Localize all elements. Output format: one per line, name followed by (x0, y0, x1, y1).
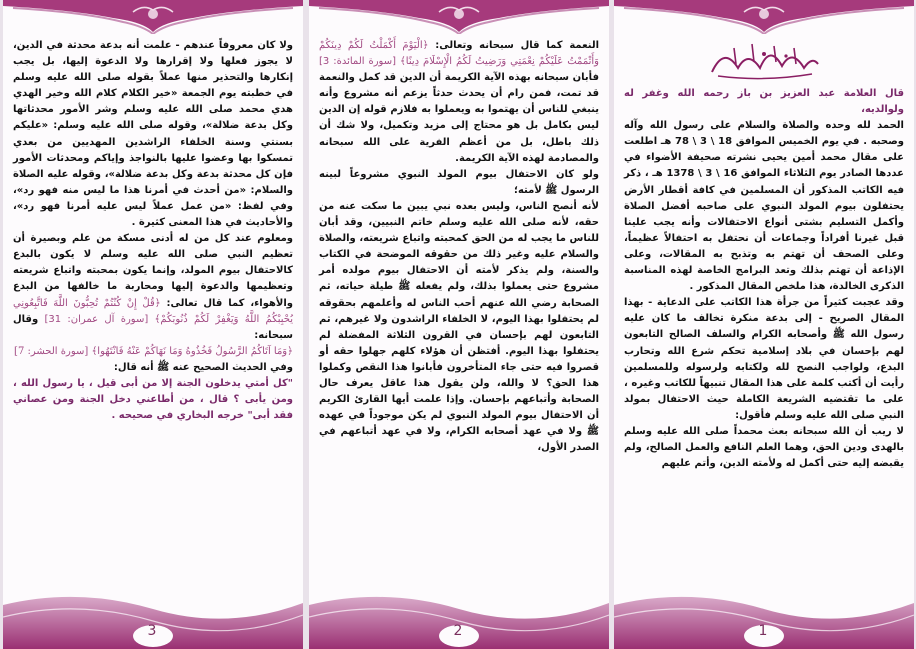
quran-verse: ﴿وَمَا آتَاكُمُ الرَّسُولُ فَخُذُوهُ وَمَا نَهَاكُمْ عَنْهُ فَانْتَهُوا﴾ [سورة الحشر: 7] (14, 345, 293, 357)
paragraph: ولا كان معروفاً عندهم - علمت أنه بدعة محدثة في الدين، لا يجوز فعلها ولا إقرارها ولا الدعوة إليها، بل يجب إنكارها والتحذير منها عملاً بقوله صلى الله عليه وسلم في خطبته يوم الجمعة «خير الكلام كلام الله وخير الهدي هدي محمد صلى الله عليه وسلم وشر الأمور محدثاتها وكل بدعة ضلالة»، وقوله صلى الله عليه وسلم: «عليكم بسنتي وسنة الخلفاء الراشدين المهديين من بعدي تمسكوا بها وعضوا عليها بالنواجذ وإياكم ومحدثات الأمور فإن كل محدثة بدعة وكل بدعة ضلالة»، وقوله عليه الصلاة والسلام: «من أحدث في أمرنا هذا ما ليس منه فهو رد»، وفي لفظ: «من عمل عملاً ليس عليه أمرنا فهو رد»، والأحاديث في هذا المعنى كثيرة . (13, 40, 293, 229)
bismillah-calligraphy-icon (704, 38, 824, 82)
page-1 (614, 0, 914, 649)
paragraph: الحمد لله وحده والصلاة والسلام على رسول الله وآله وصحبه . في يوم الخميس الموافق 18 \ 3 \ 78 هـ اطلعت على مقال محمد أمين يحيى نشرته صحيفة الأضواء في عددها الصادر يوم الثلاثاء الموافق 16 \ 3 \ 1378 هـ ، ذكر فيه الكاتب المذكور أن المسلمين في كافة أقطار الأرض يحتفلون بيوم المولد النبوي على صاحبه أفضل الصلاة وأكمل التسليم بشتى أنواع الاحتفالات وأنه يجب علينا قبل غيرنا أفراداً وجماعات أن نحتفل به احتفالاً عظيماً، وعلى الصحف أن تهتم به وتذبح به المقالات، وعلى الإذاعة أن تهتم بذلك وتعد البرامج الخاصة لهذه المناسبة الذكرى الخالدة، هذا ملخص المقال المذكور . (624, 120, 904, 293)
floral-crest-icon (3, 0, 303, 34)
verse-reference: [سورة المائدة: 3] (319, 56, 400, 68)
paragraph: لأنه أنصح الناس، وليس بعده نبي يبين ما سكت عنه من حقه، لأنه صلى الله عليه وسلم خاتم النبيين، وقد أبان للناس ما يجب له من الحق كمحبته واتباع شريعته، والصلاة والسلام عليه وغير ذلك من حقوقه الموضحة في الكتاب والسنة، ولم يذكر لأمته أن الاحتفال بيوم مولده أمر مشروع حتى يعملوا بذلك، ولم يفعله ﷺ طيلة حياته، ثم الصحابة رضي الله عنهم أحب الناس له وأعلمهم بحقوقه لم يحتفلوا بهذا اليوم، لا الخلفاء الراشدون ولا غيرهم، ثم التابعون لهم بإحسان في القرون الثلاثة المفضلة لم يحتفلوا بهذا اليوم. أفتظن أن هؤلاء كلهم جهلوا حقه أو قصروا فيه حتى جاء المتأخرون فأبانوا هذا النقص وكملوا هذا الحق؟ لا والله، ولن يقول هذا عاقل يعرف حال الصحابة وأتباعهم بإحسان. وإذا علمت أيها القارئ الكريم أن الاحتفال بيوم المولد النبوي لم يكن موجوداً في عهده ﷺ ولا في عهد أصحابه الكرام، ولا في عهد أتباعهم في الصدر الأول، (319, 200, 599, 454)
page-2 (309, 0, 609, 649)
page-3-text (13, 38, 293, 583)
page-number: 2 (453, 623, 463, 639)
page-3 (3, 0, 303, 649)
paragraph: لا ريب أن الله سبحانه بعث محمداً صلى الله عليه وسلم بالهدى ودين الحق، وهما العلم النافع والعمل الصالح، ولم يقبضه إليه حتى أكمل له ولأمته الدين، وأتم عليهم (624, 425, 904, 470)
verse-reference: [سورة آل عمران: 31] (38, 313, 155, 325)
paragraph: ومعلوم عند كل من له أدنى مسكة من علم وبصيرة أن تعظيم النبي صلى الله عليه وسلم لا يكون بالبدع كالاحتفال بيوم المولد، وإنما يكون بمحبته واتباع شريعته وتعظيمها والدعوة إليها ومحاربة ما خالفها من البدع والأهواء، كما قال تعالى: ﴿قُلْ إِنْ كُنْتُمْ تُحِبُّونَ اللَّهَ فَاتَّبِعُونِي يُحْبِبْكُمُ اللَّهُ وَيَغْفِرْ لَكُمْ ذُنُوبَكُمْ﴾ [سورة آل عمران: 31] وقال سبحانه: (13, 233, 293, 341)
paragraph: وقد عجبت كثيراً من جرأة هذا الكاتب على الدعاية - بهذا المقال الصريح - إلى بدعة منكرة تخالف ما كان عليه رسول الله ﷺ وأصحابه الكرام والسلف الصالح التابعون لهم بإحسان في بلاد إسلامية تحكم شرع الله وتحارب البدع، ولواجب النصح لله ولكتابه ولرسوله وللمسلمين رأيت أن أكتب كلمة على هذا المقال تنبيهاً للكاتب وغيره ، على ما تقتضيه الشريعة الكاملة حيث الاحتفال بمولد النبي صلى الله عليه وسلم فأقول: (624, 297, 904, 421)
page-1-text (624, 86, 904, 583)
paragraph: النعمة كما قال سبحانه وتعالى: ﴿الْيَوْمَ أَكْمَلْتُ لَكُمْ دِينَكُمْ وَأَتْمَمْتُ عَلَيْكُمْ نِعْمَتِي وَرَضِيتُ لَكُمُ الْإِسْلَامَ دِينًا﴾ [سورة المائدة: 3] فأبان سبحانه بهذه الآية الكريمة أن الدين قد كمل والنعمة قد تمت، فمن رام أن يحدث حدثاً يزعم أنه مشروع وأنه ينبغي للناس أن يهتموا به ويعملوا به فلازم قوله إن الدين ليس بكامل بل هو محتاج إلى مزيد وتكميل، ولا شك أن ذلك باطل، بل من أعظم الفرية على الله سبحانه والمصادمة لهذه الآية الكريمة. (319, 40, 600, 164)
paragraph: وفي الحديث الصحيح عنه ﷺ أنه قال: (113, 361, 293, 373)
hadith-quote: "كل أمتي يدخلون الجنة إلا من أبى قيل ، يا رسول الله ، ومن يأبى ؟ قال ، من أطاعني دخل الجنة ومن عصاني فقد أبى" خرجه البخاري في صحيحه . (13, 377, 293, 422)
floral-crest-icon (309, 0, 609, 34)
author-heading: قال العلامة عبد العزيز بن باز رحمه الله وغفر له ولوالديه، (624, 88, 904, 116)
page-number: 3 (147, 623, 157, 639)
page-2-text (319, 38, 599, 583)
quran-verse: ﴿قُلْ إِنْ كُنْتُمْ تُحِبُّونَ اللَّهَ فَاتَّبِعُونِي يُحْبِبْكُمُ اللَّهُ وَيَغْفِرْ لَكُمْ ذُنُوبَكُمْ﴾ (13, 297, 293, 325)
floral-crest-icon (614, 0, 914, 34)
paragraph: ولو كان الاحتفال بيوم المولد النبوي مشروعاً لبينه الرسول ﷺ لأمته؛ (319, 168, 599, 196)
page-number: 1 (758, 623, 768, 639)
quran-verse: ﴿الْيَوْمَ أَكْمَلْتُ لَكُمْ دِينَكُمْ وَأَتْمَمْتُ عَلَيْكُمْ نِعْمَتِي وَرَضِيتُ لَكُمُ الْإِسْلَامَ دِينًا﴾ (319, 40, 599, 68)
